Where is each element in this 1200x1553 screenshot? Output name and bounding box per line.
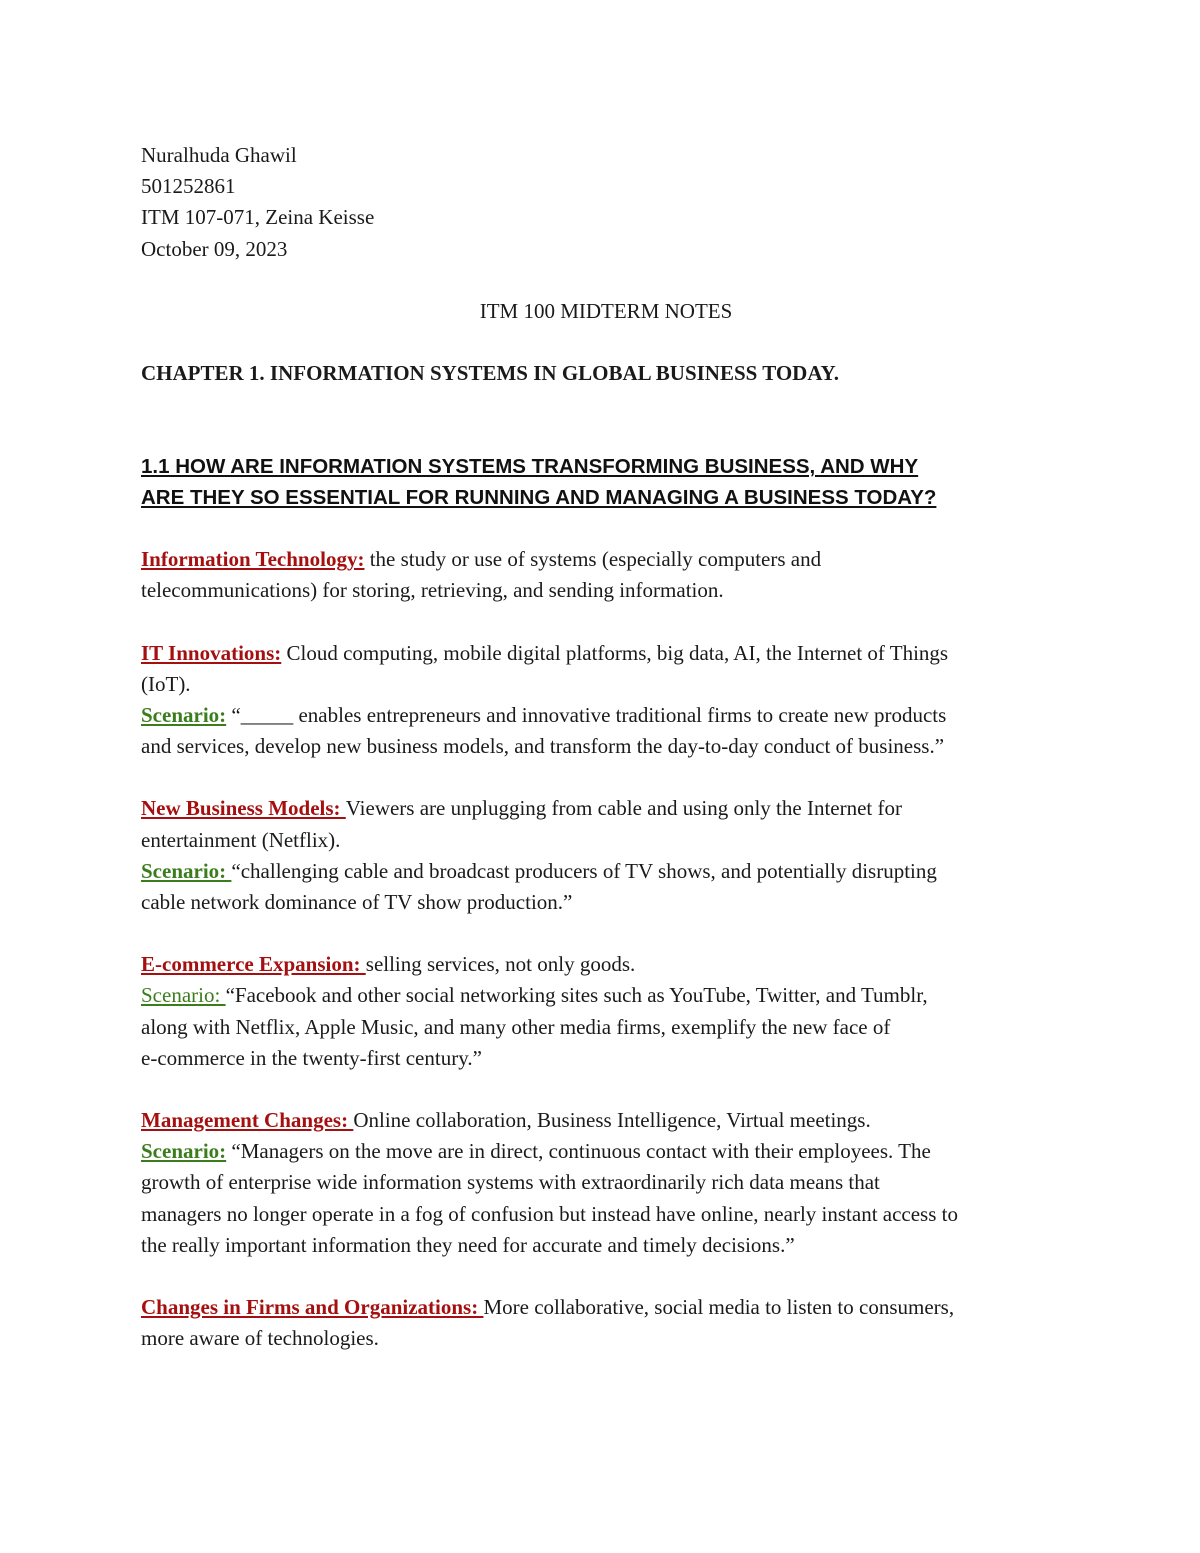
document-page [141,140,1071,1354]
entry-changes-in-firms [141,1292,1071,1354]
term-definition: Cloud computing, mobile digital platforms, big data, AI, the Internet of Things [281,640,949,665]
term-label: New Business Models: [141,796,346,821]
term-label: E-commerce Expansion: [141,952,366,977]
section-heading-line-1: 1.1 HOW ARE INFORMATION SYSTEMS TRANSFORMING BUSINESS, AND WHY [141,455,919,479]
scenario-label: Scenario: [141,983,226,1008]
entry-it-innovations [141,638,1071,763]
scenario-text: “Facebook and other social networking sites such as YouTube, Twitter, and Tumblr, [225,983,928,1008]
chapter-title: CHAPTER 1. INFORMATION SYSTEMS IN GLOBAL BUSINESS TODAY. [141,361,840,386]
term-definition-cont: (IoT). [141,671,191,696]
scenario-text-cont: along with Netflix, Apple Music, and many other media firms, exemplify the new face of [141,1014,891,1039]
student-id: 501252861 [141,174,236,199]
author-block [141,140,1071,265]
scenario-text-cont: managers no longer operate in a fog of confusion but instead have online, nearly instant access to [141,1201,958,1226]
scenario-label: Scenario: [141,858,232,883]
term-label: IT Innovations: [141,640,282,665]
scenario-label: Scenario: [141,703,227,728]
author-name: Nuralhuda Ghawil [141,143,297,167]
scenario-text: “_____ enables entrepreneurs and innovative traditional firms to create new products [226,703,947,728]
term-definition-cont: more aware of technologies. [141,1326,379,1351]
entry-management-changes [141,1105,1071,1261]
scenario-text-cont: the really important information they need for accurate and timely decisions.” [141,1232,795,1257]
entry-information-technology [141,544,1071,606]
term-definition-cont: telecommunications) for storing, retrieving, and sending information. [141,578,724,603]
scenario-text-cont: e-commerce in the twenty-first century.” [141,1045,482,1070]
term-definition: More collaborative, social media to listen to consumers, [483,1295,955,1320]
term-label: Information Technology: [141,547,365,572]
scenario-text-cont: cable network dominance of TV show production.” [141,890,573,915]
entry-new-business-models [141,793,1071,918]
term-definition: Viewers are unplugging from cable and using only the Internet for [345,796,902,821]
term-label: Management Changes: [141,1108,354,1133]
section-heading-line-2: ARE THEY SO ESSENTIAL FOR RUNNING AND MANAGING A BUSINESS TODAY? [141,486,937,510]
scenario-label: Scenario: [141,1139,227,1164]
term-label: Changes in Firms and Organizations: [141,1295,484,1320]
scenario-text-cont: growth of enterprise wide information systems with extraordinarily rich data means that [141,1170,880,1195]
course-info: ITM 107-071, Zeina Keisse [141,205,375,230]
scenario-text-cont: and services, develop new business models, and transform the day-to-day conduct of business.” [141,734,945,759]
term-definition-cont: entertainment (Netflix). [141,827,341,852]
section-heading [141,451,1071,513]
document-date: October 09, 2023 [141,236,288,261]
term-definition: Online collaboration, Business Intelligence, Virtual meetings. [353,1108,871,1133]
term-definition: the study or use of systems (especially computers and [364,547,822,572]
scenario-text: “Managers on the move are in direct, continuous contact with their employees. The [226,1139,931,1164]
scenario-text: “challenging cable and broadcast producers of TV shows, and potentially disrupting [231,858,937,883]
term-definition: selling services, not only goods. [365,952,636,977]
document-title: ITM 100 MIDTERM NOTES [479,298,733,323]
entry-ecommerce-expansion [141,949,1071,1074]
